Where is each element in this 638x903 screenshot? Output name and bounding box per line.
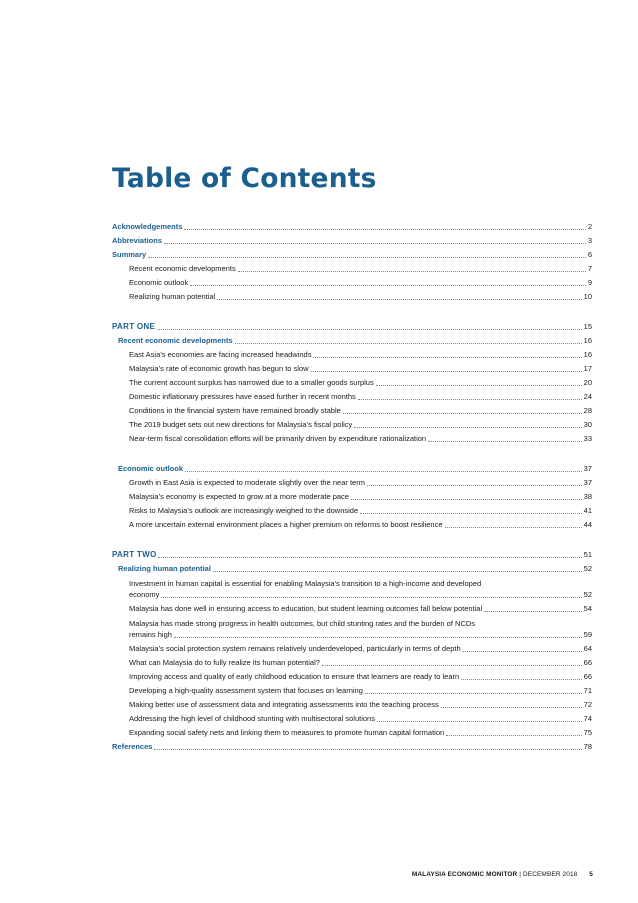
- dot-leader: [376, 385, 582, 386]
- toc-entry-page: 37: [583, 478, 592, 487]
- toc-entry-title: Expanding social safety nets and linking them to measures to promote human capital formation: [129, 728, 445, 737]
- dot-leader: [311, 371, 582, 372]
- toc-entry-page: 30: [583, 420, 592, 429]
- dot-leader: [367, 485, 582, 486]
- toc-entry-page: 20: [583, 378, 592, 387]
- toc-entry-page: 64: [583, 644, 592, 653]
- dot-leader: [377, 721, 582, 722]
- toc-entry[interactable]: [112, 742, 592, 752]
- dot-leader: [343, 413, 582, 414]
- toc-entry-page: 2: [587, 222, 592, 231]
- toc-entry-title: What can Malaysia do to fully realize its human potential?: [129, 658, 320, 667]
- toc-entry[interactable]: [129, 420, 592, 430]
- toc-entry-page: 3: [587, 236, 592, 245]
- toc-entry-title: A more uncertain external environment places a higher premium on reforms to boost resilience: [129, 520, 443, 529]
- toc-entry-title: Malaysia’s economy is expected to grow at a more moderate pace: [129, 492, 349, 501]
- toc-entry[interactable]: [129, 278, 592, 288]
- toc-entry-page: 78: [583, 742, 592, 751]
- toc-entry-title: Addressing the high level of childhood stunting with multisectoral solutions: [129, 714, 375, 723]
- toc-entry-title: Malaysia has done well in ensuring access to education, but student learning outcomes fall below potential: [129, 604, 483, 613]
- toc-entry-page: 52: [583, 564, 592, 573]
- toc-entry-title: Malaysia has made strong progress in health outcomes, but child stunting rates and the burden of NCDs: [129, 619, 476, 628]
- dot-leader: [213, 571, 582, 572]
- toc-entry[interactable]: [129, 672, 592, 682]
- toc-entry-title: Acknowledgements: [112, 222, 183, 231]
- toc-entry-title: Developing a high-quality assessment system that focuses on learning: [129, 686, 363, 695]
- toc-entry-title: Realizing human potential: [118, 564, 211, 573]
- toc-entry[interactable]: [112, 322, 592, 332]
- toc-entry[interactable]: [129, 478, 592, 488]
- dot-leader: [463, 651, 582, 652]
- footer-publication: MALAYSIA ECONOMIC MONITOR: [411, 871, 518, 878]
- footer-separator: |: [519, 871, 522, 878]
- toc-entry[interactable]: [118, 564, 592, 574]
- toc-entry-title: Improving access and quality of early childhood education to ensure that learners are ready to learn: [129, 672, 460, 681]
- dot-leader: [461, 679, 581, 680]
- dot-leader: [158, 557, 581, 558]
- toc-entry[interactable]: [112, 222, 592, 232]
- dot-leader: [358, 399, 582, 400]
- toc-entry-page: 7: [587, 264, 592, 273]
- toc-entry-page: 10: [583, 292, 592, 301]
- toc-entry-page: 28: [583, 406, 592, 415]
- toc-entry-page: 15: [583, 322, 592, 331]
- toc-entry-title: Growth in East Asia is expected to moderate slightly over the near term: [129, 478, 365, 487]
- toc-entry-title: Risks to Malaysia’s outlook are increasingly weighed to the downside: [129, 506, 359, 515]
- dot-leader: [174, 637, 582, 638]
- dot-leader: [185, 471, 582, 472]
- toc-entry-page: 9: [587, 278, 592, 287]
- toc-entry-title: Recent economic developments: [118, 336, 233, 345]
- toc-entry[interactable]: [129, 700, 592, 710]
- toc-entry-title-continued: economy: [129, 590, 160, 599]
- toc-entry[interactable]: [129, 714, 592, 724]
- toc-entry[interactable]: [118, 464, 592, 474]
- toc-entry[interactable]: [129, 292, 592, 302]
- toc-entry[interactable]: [129, 618, 592, 640]
- toc-entry-title: Economic outlook: [129, 278, 189, 287]
- dot-leader: [441, 707, 582, 708]
- toc-entry-title: East Asia’s economies are facing increased headwinds: [129, 350, 312, 359]
- toc-entry-page: 72: [583, 700, 592, 709]
- toc-entry[interactable]: [129, 406, 592, 416]
- toc-entry-title-continued: remains high: [129, 630, 172, 639]
- toc-entry-title: PART TWO: [112, 550, 157, 559]
- toc-entry-page: 16: [583, 350, 592, 359]
- toc-entry[interactable]: [129, 350, 592, 360]
- dot-leader: [235, 343, 582, 344]
- dot-leader: [164, 243, 586, 244]
- toc-entry-page: 66: [583, 658, 592, 667]
- dot-leader: [354, 427, 581, 428]
- page-title: Table of Contents: [112, 163, 377, 194]
- toc-entry-page: 24: [583, 392, 592, 401]
- toc-entry[interactable]: [129, 364, 592, 374]
- dot-leader: [184, 229, 585, 230]
- toc-entry-page: 33: [583, 434, 592, 443]
- toc-entry[interactable]: [129, 520, 592, 530]
- toc-entry[interactable]: [129, 434, 592, 444]
- toc-entry[interactable]: [129, 492, 592, 502]
- footer-date: DECEMBER 2018: [522, 871, 578, 878]
- toc-entry-title: Recent economic developments: [129, 264, 236, 273]
- toc-entry-page: 44: [583, 520, 592, 529]
- toc-entry-title: Domestic inflationary pressures have eased further in recent months: [129, 392, 356, 401]
- toc-entry-page: 74: [583, 714, 592, 723]
- toc-entry-page: 16: [583, 336, 592, 345]
- toc-entry[interactable]: [129, 506, 592, 516]
- dot-leader: [238, 271, 586, 272]
- toc-entry[interactable]: [129, 264, 592, 274]
- toc-entry-page: 41: [583, 506, 592, 515]
- toc-entry[interactable]: [112, 250, 592, 260]
- toc-entry[interactable]: [118, 336, 592, 346]
- toc-entry[interactable]: [112, 236, 592, 246]
- toc-entry[interactable]: [129, 728, 592, 738]
- toc-entry-page: 37: [583, 464, 592, 473]
- toc-entry[interactable]: [129, 604, 592, 614]
- toc-entry-title: Economic outlook: [118, 464, 184, 473]
- dot-leader: [428, 441, 582, 442]
- toc-entry-title: Making better use of assessment data and integrating assessments into the teaching process: [129, 700, 439, 709]
- toc-entry[interactable]: [129, 378, 592, 388]
- toc-entry-page: 54: [583, 604, 592, 613]
- toc-entry-title: The current account surplus has narrowed due to a smaller goods surplus: [129, 378, 374, 387]
- dot-leader: [157, 329, 582, 330]
- toc-entry-page: 52: [583, 590, 592, 599]
- toc-entry-title: Investment in human capital is essential for enabling Malaysia’s transition to a high-income and developed: [129, 579, 482, 588]
- dot-leader: [360, 513, 582, 514]
- dot-leader: [446, 735, 581, 736]
- toc-entry[interactable]: [129, 644, 592, 654]
- dot-leader: [365, 693, 582, 694]
- toc-entry-title: PART ONE: [112, 322, 156, 331]
- toc-entry-title: Abbreviations: [112, 236, 163, 245]
- toc-entry-page: 6: [587, 250, 592, 259]
- toc-entry-title: Conditions in the financial system have remained broadly stable: [129, 406, 341, 415]
- toc-entry[interactable]: [129, 658, 592, 668]
- toc-entry-title: Malaysia’s social protection system remains relatively underdeveloped, particularly in terms of depth: [129, 644, 461, 653]
- toc-entry-title: Malaysia’s rate of economic growth has begun to slow: [129, 364, 309, 373]
- dot-leader: [148, 257, 586, 258]
- toc-entry-page: 66: [583, 672, 592, 681]
- toc-entry[interactable]: [129, 578, 592, 600]
- toc-entry-title: Realizing human potential: [129, 292, 216, 301]
- footer-page-number: 5: [589, 871, 593, 878]
- toc-entry-page: 38: [583, 492, 592, 501]
- dot-leader: [313, 357, 581, 358]
- toc-entry[interactable]: [129, 392, 592, 402]
- toc-entry-title: Near-term fiscal consolidation efforts will be primarily driven by expenditure rationalization: [129, 434, 427, 443]
- dot-leader: [484, 611, 582, 612]
- toc-entry-page: 59: [583, 630, 592, 639]
- dot-leader: [217, 299, 581, 300]
- toc-entry-page: 51: [583, 550, 592, 559]
- toc-entry[interactable]: [112, 550, 592, 560]
- dot-leader: [190, 285, 586, 286]
- page-footer: [412, 871, 593, 878]
- toc-entry-page: 71: [583, 686, 592, 695]
- toc-entry-page: 75: [583, 728, 592, 737]
- dot-leader: [161, 597, 581, 598]
- toc-entry[interactable]: [129, 686, 592, 696]
- dot-leader: [154, 749, 581, 750]
- toc-entry-page: 17: [583, 364, 592, 373]
- dot-leader: [322, 665, 582, 666]
- dot-leader: [445, 527, 582, 528]
- dot-leader: [351, 499, 582, 500]
- table-of-contents: [112, 0, 592, 903]
- toc-entry-title: Summary: [112, 250, 147, 259]
- toc-entry-title: The 2019 budget sets out new directions for Malaysia’s fiscal policy: [129, 420, 353, 429]
- toc-entry-title: References: [112, 742, 153, 751]
